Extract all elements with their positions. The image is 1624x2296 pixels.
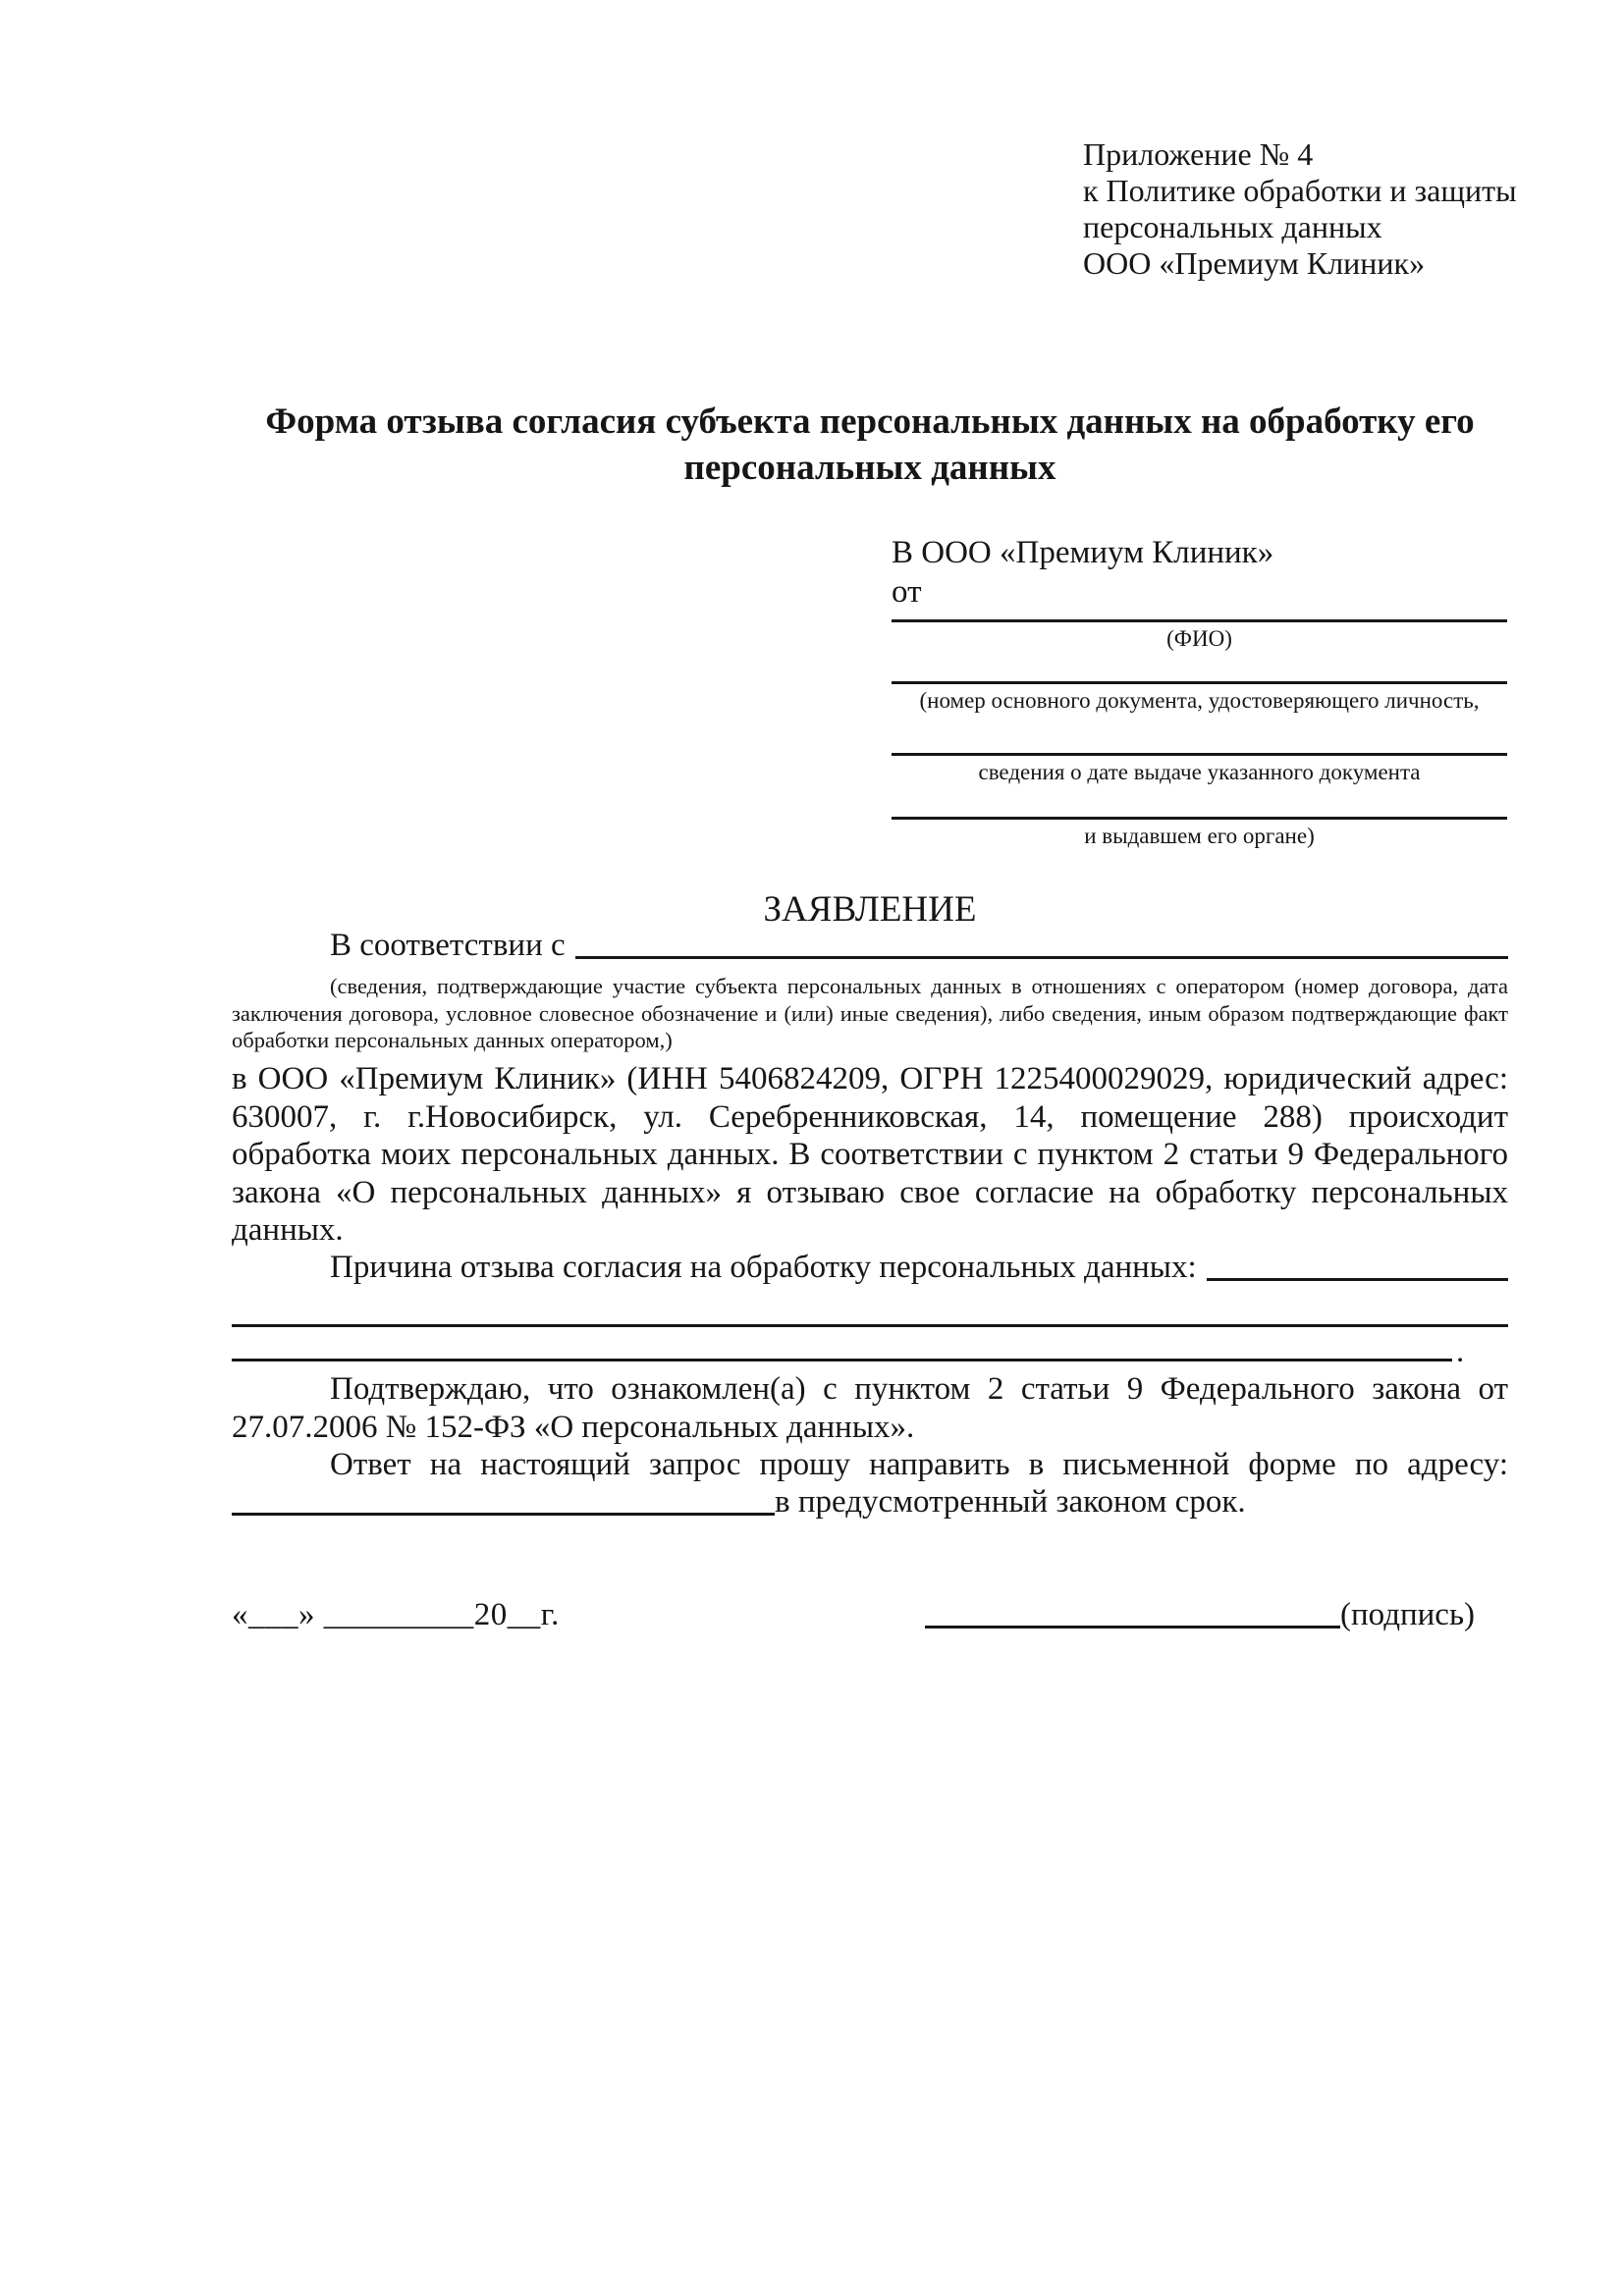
fill-line-reason-continued-1 bbox=[232, 1324, 1508, 1327]
field-caption-fio: (ФИО) bbox=[1166, 626, 1232, 651]
accordance-prefix: В соответствии с bbox=[330, 928, 566, 963]
addressee-to: В ООО «Премиум Клиник» bbox=[892, 535, 1274, 570]
appendix-header-line: к Политике обработки и защиты bbox=[1083, 173, 1517, 208]
accordance-row bbox=[232, 927, 1508, 964]
field-caption-document-number: (номер основного документа, удостоверяющего личность, bbox=[919, 688, 1480, 713]
reply-address-row bbox=[232, 1483, 1508, 1521]
fill-line-issuing-authority bbox=[892, 817, 1507, 820]
field-caption-issuing-authority: и выдавшем его органе) bbox=[1084, 824, 1315, 848]
date-blank: «___» _________20__г. bbox=[232, 1597, 560, 1632]
fill-line-signature bbox=[925, 1626, 1340, 1629]
reason-row bbox=[232, 1249, 1508, 1286]
fill-line-document-number bbox=[892, 681, 1507, 684]
reply-suffix: в предусмотренный законом срок. bbox=[775, 1484, 1246, 1520]
signature-caption: (подпись) bbox=[1340, 1597, 1475, 1632]
appendix-header bbox=[1083, 136, 1517, 282]
addressee-from-label: от bbox=[892, 574, 922, 610]
fill-line-reply-address bbox=[232, 1513, 775, 1516]
fine-print-caption: (сведения, подтверждающие участие субъекта персональных данных в отношениях с оператором (номер договора, дата заключения договора, условное словесное обозначение и (или) иные сведения), либо сведения, иным образом подтверждающие факт обработки персональных данных оператором,) bbox=[232, 974, 1508, 1052]
blank-line-terminator: . bbox=[1456, 1334, 1465, 1369]
appendix-header-line: персональных данных bbox=[1083, 209, 1382, 244]
field-caption-issue-date: сведения о дате выдаче указанного документа bbox=[978, 760, 1421, 784]
fill-line-reason-continued-2 bbox=[232, 1359, 1452, 1362]
fill-line-fio bbox=[892, 619, 1507, 622]
fill-line-accordance bbox=[575, 956, 1508, 959]
statement-body: в ООО «Премиум Клиник» (ИНН 5406824209, ОГРН 1225400029029, юридический адрес: 630007, г. г.Новосибирск, ул. Серебренниковская, 14, помещение 288) происходит обработка моих персональных данных. В соответствии с пунктом 2 статьи 9 Федерального закона «О персональных данных» я отзываю свое согласие на обработку персональных данных. bbox=[232, 1061, 1508, 1248]
appendix-header-line: ООО «Премиум Клиник» bbox=[1083, 245, 1426, 281]
confirmation-paragraph: Подтверждаю, что ознакомлен(а) с пунктом 2 статьи 9 Федерального закона от 27.07.2006 № 152-ФЗ «О персональных данных». bbox=[232, 1371, 1508, 1445]
fill-line-issue-date bbox=[892, 753, 1507, 756]
appendix-header-line: Приложение № 4 bbox=[1083, 136, 1314, 172]
statement-heading: ЗАЯВЛЕНИЕ bbox=[763, 889, 977, 930]
reply-request-paragraph: Ответ на настоящий запрос прошу направить в письменной форме по адресу: bbox=[330, 1447, 1508, 1482]
reason-label: Причина отзыва согласия на обработку персональных данных: bbox=[330, 1250, 1197, 1285]
fill-line-reason bbox=[1207, 1278, 1508, 1281]
signature-row bbox=[925, 1596, 1475, 1633]
form-title: Форма отзыва согласия субъекта персональных данных на обработку его персональных данных bbox=[265, 401, 1475, 488]
